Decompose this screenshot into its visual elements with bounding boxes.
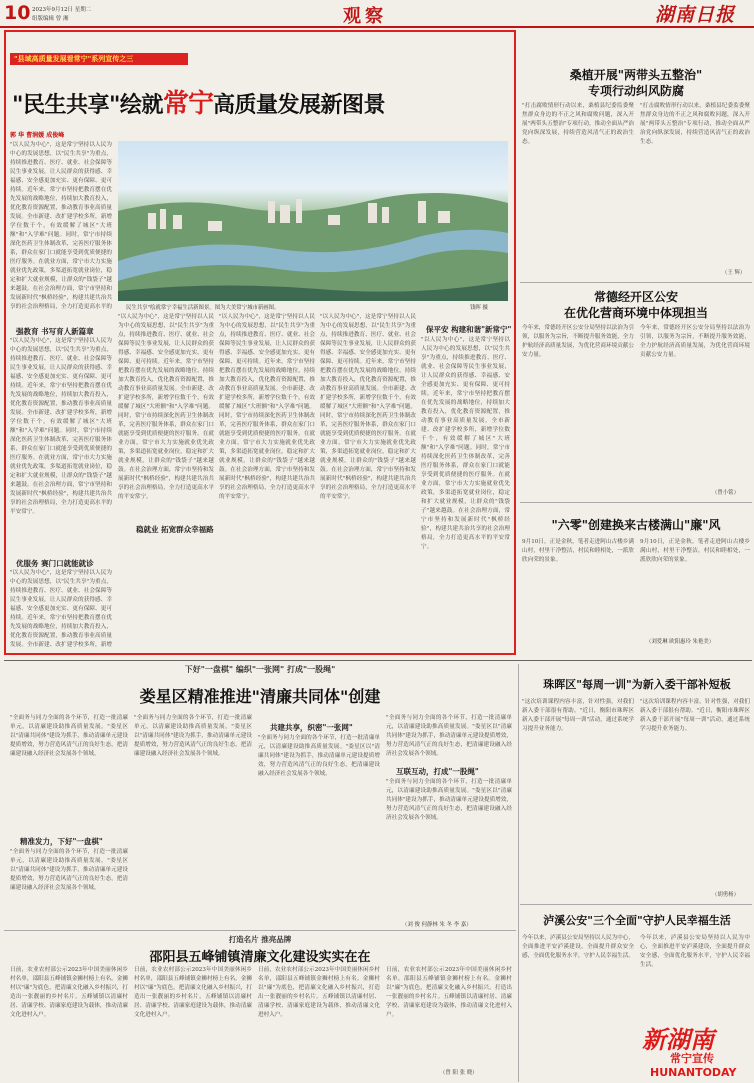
article5-title: 泸溪公安"三个全面"守护人民幸福生活: [543, 914, 731, 927]
article6-body-col2: 日前，农业农村部公示2023年中国美丽休闲乡村名单，邵阳县五峰铺镇金狮村榜上有名。金狮村以"廉"为底色，把清廉文化融入乡村振兴，打造出一张靓丽的乡村名片。五峰铺镇以清廉村居、清廉学校、清廉家庭建设为载体，推动清廉文化进村入户。: [134, 967, 252, 1018]
article3-body-col1: 9月10日，正是金秋，笔者走进阿山古楼乡满山村，村里干净整洁，村民和睦相处，一派欣欣向荣的景象。: [522, 539, 634, 563]
lead-title-part1: "民生共享"绘就: [12, 93, 163, 118]
bottom-body-col2: "全面务与同力全面的各个环节，打造一批清廉单元，以清廉建设助推高质量发展。"娄星区以"清廉共同体"建设为抓手，推动清廉单元建设提质增效，努力营造风清气正的良好生态，把清廉建设融入经济社会发展各个领域。: [134, 715, 252, 757]
bottom-body-col1: "全面务与同力全面的各个环节，打造一批清廉单元，以清廉建设助推高质量发展。"娄星区以"清廉共同体"建设为抓手，推动清廉单元建设提质增效，努力营造风清气正的良好生态，把清廉建设融入经济社会发展各个领域。: [10, 715, 128, 757]
article1-body-col1: "打击腐败情形行动以来，桑植县纪委监委聚焦群众身边的不正之风和腐败问题，深入开展"两带头五整治"专项行动，推动全面从严治党向纵深发展，持续营造风清气正的政治生态。: [522, 103, 634, 145]
divider: [520, 904, 752, 905]
article4-body-col1: "这次培训课程内容丰富，针对性强，对我们新入委干部很有帮助。"近日，衡阳市珠晖区新入委干部开展"每周一训"活动，通过系统学习提升业务能力。: [522, 699, 634, 732]
bottom-kicker: 下好"一盘棋" 编织"一张网" 打成"一股绳": [184, 665, 336, 674]
lead-subhead-3: 稳就业 拓宽群众幸福路: [136, 525, 214, 534]
article1-title-line2: 专项行动纠风防腐: [587, 84, 684, 98]
article2-body-col1: 今年来，常德经开区公安分局坚持以法治为引领，以服务为宗旨，不断提升服务效能，全力护航经济高质量发展，为优化营商环境贡献公安力量。: [522, 325, 634, 358]
divider: [4, 930, 516, 931]
article1-title-line1: 桑植开展"两带头五整治": [569, 68, 703, 82]
lead-photo-credit: 钱晖 摄: [470, 305, 488, 311]
article6-author: （曾 阳 张 晓）: [440, 1070, 478, 1076]
article2-body-col2: 今年来，常德经开区公安分局坚持以法治为引领，以服务为宗旨，不断提升服务效能，全力护航经济高质量发展，为优化营商环境贡献公安力量。: [640, 325, 750, 358]
bottom-subhead-2: 共建共享，织密"一张网": [270, 723, 353, 732]
article1-author: （王 辉）: [722, 270, 746, 276]
issue-editor: 组版编辑 曾 湘: [32, 16, 69, 22]
divider: [520, 282, 752, 283]
article4-author: （胡勇杨）: [712, 892, 739, 898]
article5-body-col2: 今年以来，泸溪县公安局坚持以人民为中心，全面推进平安泸溪建设，全面提升群众安全感，全面优化服务水平，守护人民幸福生活。: [640, 935, 750, 968]
bottom-main-title: 娄星区精准推进"清廉共同体"创建: [139, 687, 381, 706]
bottom-body-col4b: "全面务与同力全面的各个环节，打造一批清廉单元，以清廉建设助推高质量发展。"娄星区以"清廉共同体"建设为抓手，推动清廉单元建设提质增效，努力营造风清气正的良好生态，把清廉建设融入经济社会发展各个领域。: [386, 779, 512, 821]
bottom-main-author: （刘 俊 何静林 朱 冬 李 嘉）: [402, 922, 472, 928]
lead-body-col5: "以人民为中心"，这是常宁坚持以人民为中心的发展思想，以"民生共享"为重点，持续推进教育、医疗、就业、社会保障等民生事业发展，让人民群众的获得感、幸福感、安全感更加充实、更有保障、更可持续。近年来，常宁市坚持把教育摆在优先发展的战略地位，持续加大教育投入，优化教育资源配置，推动教育事业高质量发展。全市新建、改扩建学校多所，新增学位数千个，有效缓解了城区"大班额"和"入学难"问题。同时，常宁市持续深化医药卫生体制改革，完善医疗服务体系，群众在家门口就能享受到优质便捷的医疗服务。在就业方面，常宁市大力实施就业优先政策，多渠道拓宽就业岗位，稳定和扩大就业规模，让群众的"钱袋子"越来越鼓。在社会治理方面，常宁市坚持和发展新时代"枫桥经验"，构建共建共治共享的社会治理格局，全力打造更高水平的平安常宁。: [421, 337, 510, 550]
lead-title-accent: 常宁: [162, 89, 213, 119]
article3-body-col2: 9月10日，正是金秋，笔者走进阿山古楼乡满山村，村里干净整洁，村民和睦相处，一派欣欣向荣的景象。: [640, 539, 750, 563]
article3-author: （刘爱琳 欧阳惠玲 朱艳美）: [646, 639, 715, 645]
lead-kicker: "县域高质量发展看常宁"系列宣传之三: [14, 55, 134, 63]
article6-title: 邵阳县五峰铺镇清廉文化建设实实在在: [149, 950, 371, 965]
page-header: [0, 0, 754, 28]
column-divider: [518, 664, 519, 1082]
lead-photo-caption: 民生共享"绘就常宁幸福生活新图景。图为大美常宁城市新画图。: [126, 305, 280, 311]
watermark-en: HUNANTODAY: [650, 1066, 737, 1079]
lead-body-col1c: "以人民为中心"，这是常宁坚持以人民为中心的发展思想，以"民生共享"为重点，持续推进教育、医疗、就业、社会保障等民生事业发展，让人民群众的获得感、幸福感、安全感更加充实、更有保障、更可持续。近年来，常宁市坚持把教育摆在优先发展的战略地位，持续加大教育投入，优化教育资源配置，推动教育事业高质量发展。全市新建、改扩建学校多所，新增: [10, 570, 112, 648]
lead-subhead-2: 优服务 赛门口就能就诊: [16, 559, 94, 568]
page-number: 10: [4, 2, 31, 24]
lead-body-col1b: "以人民为中心"，这是常宁坚持以人民为中心的发展思想，以"民生共享"为重点，持续推进教育、医疗、就业、社会保障等民生事业发展，让人民群众的获得感、幸福感、安全感更加充实、更有保障、更可持续。近年来，常宁市坚持把教育摆在优先发展的战略地位，持续加大教育投入，优化教育资源配置，推动教育事业高质量发展。全市新建、改扩建学校多所，新增学位数千个，有效缓解了城区"大班额"和"入学难"问题。同时，常宁市持续深化医药卫生体制改革，完善医疗服务体系，群众在家门口就能享受到优质便捷的医疗服务。在就业方面，常宁市大力实施就业优先政策，多渠道拓宽就业岗位，稳定和扩大就业规模，让群众的"钱袋子"越来越鼓。在社会治理方面，常宁市坚持和发展新时代"枫桥经验"，构建共建共治共享的社会治理格局，全力打造更高水平的平安常宁。: [10, 338, 112, 515]
article4-title: 珠晖区"每周一训"为新入委干部补短板: [543, 678, 731, 691]
lead-body-col1: "以人民为中心"，这是常宁坚持以人民为中心的发展思想，以"民生共享"为重点，持续推进教育、医疗、就业、社会保障等民生事业发展，让人民群众的获得感、幸福感、安全感更加充实、更有保障、更可持续。近年来，常宁市坚持把教育摆在优先发展的战略地位，持续加大教育投入，优化教育资源配置，推动教育事业高质量发展。全市新建、改扩建学校多所，新增学位数千个，有效缓解了城区"大班额"和"入学难"问题。同时，常宁市持续深化医药卫生体制改革，完善医疗服务体系，群众在家门口就能享受到优质便捷的医疗服务。在就业方面，常宁市大力实施就业优先政策，多渠道拓宽就业岗位，稳定和扩大就业规模，让群众的"钱袋子"越来越鼓。在社会治理方面，常宁市坚持和发展新时代"枫桥经验"，构建共建共治共享的社会治理格局，全力打造更高水平的: [10, 142, 112, 310]
bottom-subhead-3: 互联互动，打成"一股绳": [396, 767, 479, 776]
section-title: 观察: [343, 6, 387, 27]
issue-date: 2023年9月12日 星期二: [32, 7, 92, 13]
lead-body-col3: "以人民为中心"，这是常宁坚持以人民为中心的发展思想，以"民生共享"为重点，持续推进教育、医疗、就业、社会保障等民生事业发展，让人民群众的获得感、幸福感、安全感更加充实、更有保障、更可持续。近年来，常宁市坚持把教育摆在优先发展的战略地位，持续加大教育投入，优化教育资源配置，推动教育事业高质量发展。全市新建、改扩建学校多所，新增学位数千个，有效缓解了城区"大班额"和"入学难"问题。同时，常宁市持续深化医药卫生体制改革，完善医疗服务体系，群众在家门口就能享受到优质便捷的医疗服务。在就业方面，常宁市大力实施就业优先政策，多渠道拓宽就业岗位，稳定和扩大就业规模，让群众的"钱袋子"越来越鼓。在社会治理方面，常宁市坚持和发展新时代"枫桥经验"，构建共建共治共享的社会治理格局，全力打造更高水平的平安常宁。: [219, 314, 315, 500]
lead-subhead-4: 保平安 构建和谐"新常宁": [426, 325, 512, 334]
article1-body-col2: "打击腐败情形行动以来，桑植县纪委监委聚焦群众身边的不正之风和腐败问题，深入开展"两带头五整治"专项行动，推动全面从严治党向纵深发展，持续营造风清气正的政治生态。: [640, 103, 750, 145]
bottom-body-col3: "全面务与同力全面的各个环节，打造一批清廉单元，以清廉建设助推高质量发展。"娄星区以"清廉共同体"建设为抓手，推动清廉单元建设提质增效，努力营造风清气正的良好生态，把清廉建设融入经济社会发展各个领域。: [258, 735, 380, 777]
article3-title: "六零"创建换来古楼满山"廉"风: [551, 518, 721, 532]
lead-body-col2: "以人民为中心"，这是常宁坚持以人民为中心的发展思想，以"民生共享"为重点，持续推进教育、医疗、就业、社会保障等民生事业发展，让人民群众的获得感、幸福感、安全感更加充实、更有保障、更可持续。近年来，常宁市坚持把教育摆在优先发展的战略地位，持续加大教育投入，优化教育资源配置，推动教育事业高质量发展。全市新建、改扩建学校多所，新增学位数千个，有效缓解了城区"大班额"和"入学难"问题。同时，常宁市持续深化医药卫生体制改革，完善医疗服务体系，群众在家门口就能享受到优质便捷的医疗服务。在就业方面，常宁市大力实施就业优先政策，多渠道拓宽就业岗位，稳定和扩大就业规模，让群众的"钱袋子"越来越鼓。在社会治理方面，常宁市坚持和发展新时代"枫桥经验"，构建共建共治共享的社会治理格局，全力打造更高水平的平安常宁。: [118, 314, 214, 500]
lead-body-col4: "以人民为中心"，这是常宁坚持以人民为中心的发展思想，以"民生共享"为重点，持续推进教育、医疗、就业、社会保障等民生事业发展，让人民群众的获得感、幸福感、安全感更加充实、更有保障、更可持续。近年来，常宁市坚持把教育摆在优先发展的战略地位，持续加大教育投入，优化教育资源配置，推动教育事业高质量发展。全市新建、改扩建学校多所，新增学位数千个，有效缓解了城区"大班额"和"入学难"问题。同时，常宁市持续深化医药卫生体制改革，完善医疗服务体系，群众在家门口就能享受到优质便捷的医疗服务。在就业方面，常宁市大力实施就业优先政策，多渠道拓宽就业岗位，稳定和扩大就业规模，让群众的"钱袋子"越来越鼓。在社会治理方面，常宁市坚持和发展新时代"枫桥经验"，构建共建共治共享的社会治理格局，全力打造更高水平的平安常宁。: [320, 314, 416, 500]
city-landscape-image: [118, 141, 508, 301]
watermark-sub: 常宁宣传: [670, 1052, 714, 1065]
lead-byline: 郭 华 曹润媛 成俊峰: [10, 132, 65, 139]
bottom-body-col4: "全面务与同力全面的各个环节，打造一批清廉单元，以清廉建设助推高质量发展。"娄星区以"清廉共同体"建设为抓手，推动清廉单元建设提质增效，努力营造风清气正的良好生态，把清廉建设融入经济社会发展各个领域。: [386, 715, 512, 757]
lead-headline: [12, 83, 512, 123]
bottom-subhead-1: 精准发力，下好"一盘棋": [20, 837, 103, 846]
lead-photo: [118, 141, 508, 301]
divider: [520, 502, 752, 503]
article6-body-col1: 日前，农业农村部公示2023年中国美丽休闲乡村名单，邵阳县五峰铺镇金狮村榜上有名。金狮村以"廉"为底色，把清廉文化融入乡村振兴，打造出一张靓丽的乡村名片。五峰铺镇以清廉村居、清廉学校、清廉家庭建设为载体，推动清廉文化进村入户。: [10, 967, 128, 1018]
watermark-logo: 新湖南: [642, 1026, 714, 1054]
article5-body-col1: 今年以来，泸溪县公安局坚持以人民为中心，全面推进平安泸溪建设，全面提升群众安全感，全面优化服务水平，守护人民幸福生活。: [522, 935, 634, 959]
bottom-body-col1b: "全面务与同力全面的各个环节，打造一批清廉单元，以清廉建设助推高质量发展。"娄星区以"清廉共同体"建设为抓手，推动清廉单元建设提质增效，努力营造风清气正的良好生态，把清廉建设融入经济社会发展各个领域。: [10, 849, 128, 891]
article2-title-line1: 常德经开区公安: [593, 290, 678, 304]
article2-author: （曾小铭）: [712, 490, 739, 496]
watermark: [640, 1020, 752, 1082]
lead-kicker-bar: [10, 53, 188, 65]
article2-title-line2: 在优化营商环境中体现担当: [563, 306, 708, 320]
article6-kicker: 打造名片 推亮品牌: [228, 935, 292, 944]
article4-body-col2: "这次培训课程内容丰富，针对性强，对我们新入委干部很有帮助。"近日，衡阳市珠晖区新入委干部开展"每周一训"活动，通过系统学习提升业务能力。: [640, 699, 750, 732]
lead-subhead-1: 强教育 书写育人新篇章: [16, 327, 94, 336]
lead-title-part2: 高质量发展新图景: [212, 93, 385, 118]
article6-body-col3: 日前，农业农村部公示2023年中国美丽休闲乡村名单，邵阳县五峰铺镇金狮村榜上有名。金狮村以"廉"为底色，把清廉文化融入乡村振兴，打造出一张靓丽的乡村名片。五峰铺镇以清廉村居、清廉学校、清廉家庭建设为载体，推动清廉文化进村入户。: [258, 967, 380, 1018]
section-divider: [4, 660, 752, 661]
article6-body-col4: 日前，农业农村部公示2023年中国美丽休闲乡村名单，邵阳县五峰铺镇金狮村榜上有名。金狮村以"廉"为底色，把清廉文化融入乡村振兴，打造出一张靓丽的乡村名片。五峰铺镇以清廉村居、清廉学校、清廉家庭建设为载体，推动清廉文化进村入户。: [386, 967, 512, 1018]
masthead-logo: 湖南日报: [655, 4, 736, 26]
